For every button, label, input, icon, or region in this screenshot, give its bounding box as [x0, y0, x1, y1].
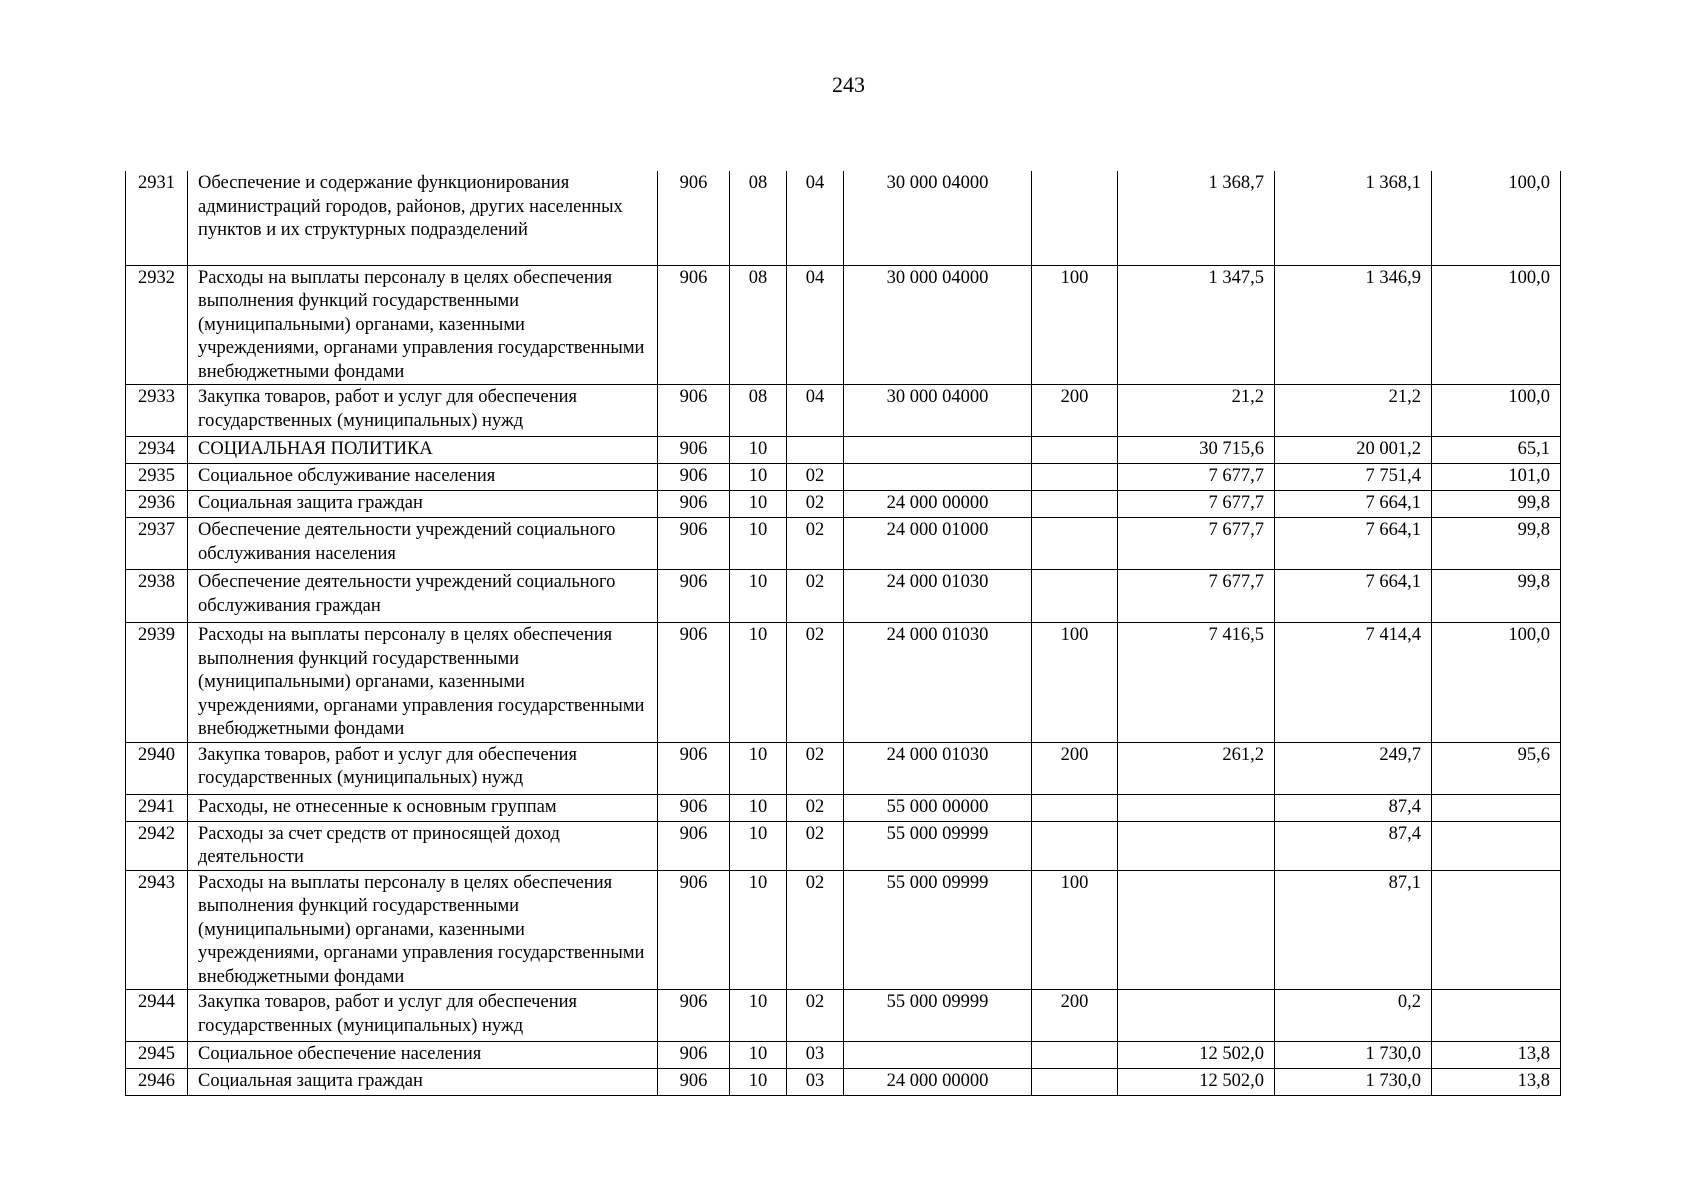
row-target-article-code: 24 000 01030: [844, 742, 1032, 794]
row-execution-percent: 99,8: [1432, 570, 1561, 623]
row-section-code: 08: [730, 265, 787, 385]
row-section-code: 10: [730, 821, 787, 870]
row-number: 2946: [126, 1069, 188, 1096]
row-ved-code: 906: [658, 518, 730, 570]
row-planned-amount: 7 677,7: [1118, 570, 1275, 623]
row-ved-code: 906: [658, 437, 730, 464]
table-body: [126, 171, 1561, 1096]
row-actual-amount: 0,2: [1275, 990, 1432, 1042]
row-ved-code: 906: [658, 742, 730, 794]
row-ved-code: 906: [658, 464, 730, 491]
row-planned-amount: [1118, 794, 1275, 821]
row-expense-type-code: [1032, 518, 1118, 570]
row-number: 2940: [126, 742, 188, 794]
row-actual-amount: 7 414,4: [1275, 623, 1432, 743]
row-execution-percent: [1432, 870, 1561, 990]
row-ved-code: 906: [658, 265, 730, 385]
row-number: 2938: [126, 570, 188, 623]
row-actual-amount: 1 730,0: [1275, 1069, 1432, 1096]
row-execution-percent: 13,8: [1432, 1042, 1561, 1069]
row-name: Закупка товаров, работ и услуг для обеспечения государственных (муниципальных) нужд: [188, 385, 658, 437]
row-execution-percent: [1432, 990, 1561, 1042]
row-expense-type-code: 200: [1032, 385, 1118, 437]
row-planned-amount: 7 416,5: [1118, 623, 1275, 743]
row-planned-amount: 12 502,0: [1118, 1069, 1275, 1096]
row-planned-amount: [1118, 870, 1275, 990]
row-execution-percent: 99,8: [1432, 491, 1561, 518]
row-name: Обеспечение деятельности учреждений социального обслуживания граждан: [188, 570, 658, 623]
row-name: СОЦИАЛЬНАЯ ПОЛИТИКА: [188, 437, 658, 464]
row-actual-amount: 1 368,1: [1275, 171, 1432, 265]
row-ved-code: 906: [658, 570, 730, 623]
row-number: 2944: [126, 990, 188, 1042]
row-actual-amount: 7 664,1: [1275, 570, 1432, 623]
row-target-article-code: [844, 1042, 1032, 1069]
row-target-article-code: 24 000 01030: [844, 570, 1032, 623]
row-expense-type-code: [1032, 1042, 1118, 1069]
row-expense-type-code: 100: [1032, 265, 1118, 385]
row-section-code: 10: [730, 870, 787, 990]
row-subsection-code: 04: [787, 385, 844, 437]
row-target-article-code: 24 000 00000: [844, 1069, 1032, 1096]
row-subsection-code: 02: [787, 570, 844, 623]
table-row: [126, 265, 1561, 385]
row-ved-code: 906: [658, 385, 730, 437]
row-expense-type-code: [1032, 464, 1118, 491]
row-target-article-code: [844, 437, 1032, 464]
row-target-article-code: 55 000 09999: [844, 821, 1032, 870]
row-number: 2933: [126, 385, 188, 437]
row-target-article-code: 30 000 04000: [844, 171, 1032, 265]
row-section-code: 10: [730, 491, 787, 518]
row-name: Обеспечение деятельности учреждений социального обслуживания населения: [188, 518, 658, 570]
row-target-article-code: 55 000 09999: [844, 870, 1032, 990]
row-subsection-code: 02: [787, 990, 844, 1042]
row-planned-amount: 12 502,0: [1118, 1042, 1275, 1069]
row-section-code: 08: [730, 385, 787, 437]
budget-table: [125, 171, 1561, 1096]
row-section-code: 08: [730, 171, 787, 265]
row-name: Обеспечение и содержание функционирования администраций городов, районов, других населенных пунктов и их структурных подразделений: [188, 171, 658, 265]
row-execution-percent: 100,0: [1432, 171, 1561, 265]
row-expense-type-code: 200: [1032, 742, 1118, 794]
row-execution-percent: 13,8: [1432, 1069, 1561, 1096]
row-expense-type-code: [1032, 491, 1118, 518]
row-actual-amount: 7 664,1: [1275, 491, 1432, 518]
row-ved-code: 906: [658, 794, 730, 821]
row-planned-amount: 1 347,5: [1118, 265, 1275, 385]
table-row: [126, 385, 1561, 437]
row-section-code: 10: [730, 742, 787, 794]
row-expense-type-code: 100: [1032, 623, 1118, 743]
row-target-article-code: 24 000 01030: [844, 623, 1032, 743]
row-planned-amount: 7 677,7: [1118, 518, 1275, 570]
table-row: [126, 623, 1561, 743]
row-expense-type-code: [1032, 794, 1118, 821]
row-subsection-code: 02: [787, 491, 844, 518]
row-execution-percent: 95,6: [1432, 742, 1561, 794]
row-actual-amount: 87,1: [1275, 870, 1432, 990]
row-expense-type-code: 100: [1032, 870, 1118, 990]
page-number: 243: [832, 72, 865, 97]
row-execution-percent: 100,0: [1432, 385, 1561, 437]
row-subsection-code: 02: [787, 821, 844, 870]
row-number: 2935: [126, 464, 188, 491]
row-number: 2945: [126, 1042, 188, 1069]
row-target-article-code: 24 000 01000: [844, 518, 1032, 570]
row-ved-code: 906: [658, 171, 730, 265]
row-ved-code: 906: [658, 1042, 730, 1069]
table-row: [126, 1042, 1561, 1069]
row-name: Расходы, не отнесенные к основным группам: [188, 794, 658, 821]
row-section-code: 10: [730, 794, 787, 821]
row-target-article-code: 24 000 00000: [844, 491, 1032, 518]
table-row: [126, 518, 1561, 570]
row-number: 2931: [126, 171, 188, 265]
row-expense-type-code: [1032, 570, 1118, 623]
table-row: [126, 794, 1561, 821]
table-row: [126, 821, 1561, 870]
row-section-code: 10: [730, 990, 787, 1042]
row-name: Расходы на выплаты персоналу в целях обеспечения выполнения функций государственными (муниципальными) органами, казенными учреждениями, органами управления государственными внебюджетными фондами: [188, 870, 658, 990]
row-execution-percent: [1432, 821, 1561, 870]
row-expense-type-code: [1032, 1069, 1118, 1096]
table-row: [126, 990, 1561, 1042]
row-expense-type-code: 200: [1032, 990, 1118, 1042]
table-row: [126, 870, 1561, 990]
row-actual-amount: 249,7: [1275, 742, 1432, 794]
row-ved-code: 906: [658, 1069, 730, 1096]
row-section-code: 10: [730, 1069, 787, 1096]
row-actual-amount: 87,4: [1275, 821, 1432, 870]
row-name: Закупка товаров, работ и услуг для обеспечения государственных (муниципальных) нужд: [188, 742, 658, 794]
row-ved-code: 906: [658, 821, 730, 870]
row-subsection-code: [787, 437, 844, 464]
row-target-article-code: 30 000 04000: [844, 385, 1032, 437]
row-planned-amount: 21,2: [1118, 385, 1275, 437]
row-execution-percent: [1432, 794, 1561, 821]
table-row: [126, 464, 1561, 491]
row-execution-percent: 100,0: [1432, 623, 1561, 743]
row-execution-percent: 99,8: [1432, 518, 1561, 570]
row-execution-percent: 100,0: [1432, 265, 1561, 385]
row-ved-code: 906: [658, 623, 730, 743]
row-ved-code: 906: [658, 870, 730, 990]
row-name: Расходы на выплаты персоналу в целях обеспечения выполнения функций государственными (муниципальными) органами, казенными учреждениями, органами управления государственными внебюджетными фондами: [188, 623, 658, 743]
row-planned-amount: 1 368,7: [1118, 171, 1275, 265]
row-name: Закупка товаров, работ и услуг для обеспечения государственных (муниципальных) нужд: [188, 990, 658, 1042]
row-target-article-code: 30 000 04000: [844, 265, 1032, 385]
row-section-code: 10: [730, 1042, 787, 1069]
row-subsection-code: 04: [787, 265, 844, 385]
row-ved-code: 906: [658, 990, 730, 1042]
row-section-code: 10: [730, 623, 787, 743]
row-planned-amount: 30 715,6: [1118, 437, 1275, 464]
row-number: 2939: [126, 623, 188, 743]
row-subsection-code: 02: [787, 518, 844, 570]
row-planned-amount: [1118, 990, 1275, 1042]
row-number: 2943: [126, 870, 188, 990]
row-planned-amount: 261,2: [1118, 742, 1275, 794]
row-subsection-code: 02: [787, 870, 844, 990]
row-actual-amount: 1 346,9: [1275, 265, 1432, 385]
row-ved-code: 906: [658, 491, 730, 518]
row-subsection-code: 02: [787, 794, 844, 821]
row-target-article-code: 55 000 09999: [844, 990, 1032, 1042]
row-actual-amount: 7 664,1: [1275, 518, 1432, 570]
row-subsection-code: 03: [787, 1069, 844, 1096]
row-actual-amount: 21,2: [1275, 385, 1432, 437]
row-expense-type-code: [1032, 821, 1118, 870]
row-execution-percent: 101,0: [1432, 464, 1561, 491]
row-number: 2934: [126, 437, 188, 464]
row-number: 2942: [126, 821, 188, 870]
row-execution-percent: 65,1: [1432, 437, 1561, 464]
row-actual-amount: 1 730,0: [1275, 1042, 1432, 1069]
row-section-code: 10: [730, 437, 787, 464]
row-name: Расходы за счет средств от приносящей доход деятельности: [188, 821, 658, 870]
row-number: 2936: [126, 491, 188, 518]
row-expense-type-code: [1032, 437, 1118, 464]
row-section-code: 10: [730, 518, 787, 570]
row-planned-amount: [1118, 821, 1275, 870]
table-row: [126, 437, 1561, 464]
row-subsection-code: 02: [787, 464, 844, 491]
row-name: Социальное обслуживание населения: [188, 464, 658, 491]
table-row: [126, 1069, 1561, 1096]
row-section-code: 10: [730, 570, 787, 623]
row-name: Социальное обеспечение населения: [188, 1042, 658, 1069]
row-number: 2937: [126, 518, 188, 570]
row-name: Социальная защита граждан: [188, 1069, 658, 1096]
row-section-code: 10: [730, 464, 787, 491]
row-actual-amount: 20 001,2: [1275, 437, 1432, 464]
row-subsection-code: 02: [787, 742, 844, 794]
row-number: 2941: [126, 794, 188, 821]
row-target-article-code: [844, 464, 1032, 491]
row-planned-amount: 7 677,7: [1118, 464, 1275, 491]
row-target-article-code: 55 000 00000: [844, 794, 1032, 821]
table-row: [126, 491, 1561, 518]
row-name: Социальная защита граждан: [188, 491, 658, 518]
row-actual-amount: 87,4: [1275, 794, 1432, 821]
table-row: [126, 570, 1561, 623]
row-expense-type-code: [1032, 171, 1118, 265]
row-subsection-code: 02: [787, 623, 844, 743]
row-planned-amount: 7 677,7: [1118, 491, 1275, 518]
row-subsection-code: 03: [787, 1042, 844, 1069]
row-actual-amount: 7 751,4: [1275, 464, 1432, 491]
table-row: [126, 171, 1561, 265]
row-subsection-code: 04: [787, 171, 844, 265]
row-name: Расходы на выплаты персоналу в целях обеспечения выполнения функций государственными (муниципальными) органами, казенными учреждениями, органами управления государственными внебюджетными фондами: [188, 265, 658, 385]
row-number: 2932: [126, 265, 188, 385]
table-row: [126, 742, 1561, 794]
